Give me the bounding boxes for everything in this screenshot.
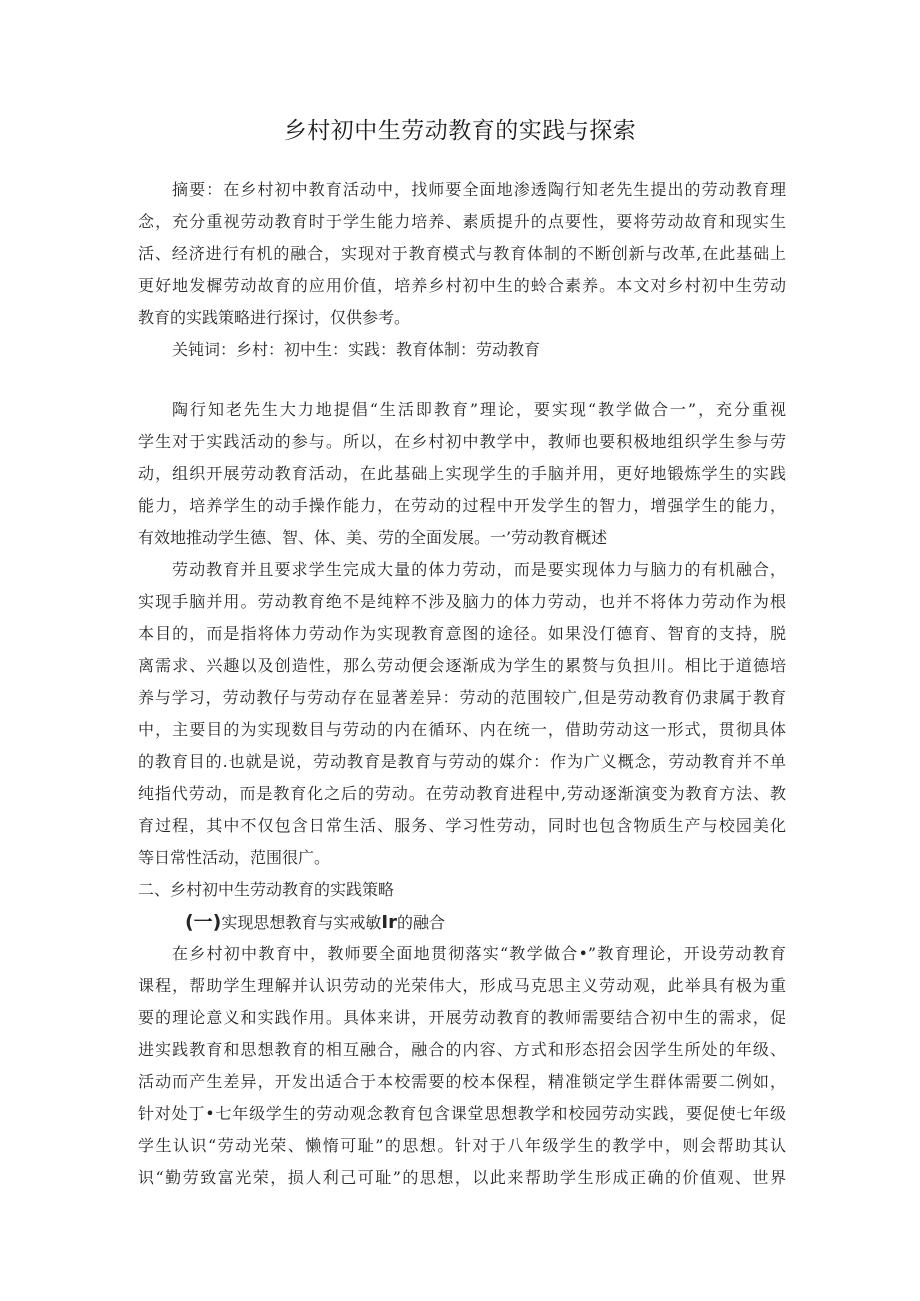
overview-line: 劳动教育并且要求学生完成大量的体力劳动，而是要实现体力与脑力的有机融合， [172,560,786,579]
section-heading: 二、乡村初中生劳动教育的实践策略 [138,880,395,899]
abstract-line: 更好地发樨劳动故育的应用价值，培养乡村初中生的蛉合素养。本文对乡村初中生劳动 [138,276,786,295]
subsection-number: (一) [185,911,222,933]
practice-line: 课程，帮助学生理解并认识劳动的光荣伟大，形成马克思主义劳动观，此举具有极为重 [138,976,786,995]
practice-line: 进实践教育和思想教育的相互融合，融合的内容、方式和形态招会因学生所处的年级、 [138,1040,786,1059]
overview-line: 离需求、兴趣以及创造性，那么劳动便会逐渐成为学生的累赘与负担川。相比于道德培 [138,656,786,675]
document-title: 乡村初中生劳动教育的实践与探索 [283,118,637,144]
keywords-line: 关钝词：乡村：初中生：实践：教育体制：劳动教育 [172,340,541,359]
intro-line: 能力，培养学生的动手操作能力，在劳动的过程中开发学生的智力，增强学生的能力， [138,496,786,515]
abstract-line: 活、经济进行有机的融合，实现对于教育模式与教育体制的不断创新与改革,在此基础上 [138,244,786,263]
subsection-bold-fragment: Ir [381,912,397,933]
intro-line: 学生对于实践活动的参与。所以，在乡村初中教学中，教师也要积极地组织学生参与劳 [138,432,786,451]
practice-line: 针对处丁•七年级学生的劳动观念教育包含课堂思想教学和校园劳动实践，要促使七年级 [138,1104,786,1123]
overview-line: 养与学习，劳动教仔与劳动存在显著差异：劳动的范围较广,但是劳动教育仍隶属于教育 [138,688,786,707]
overview-line: 育过程，其中不仅包含日常生活、服务、学习性劳动，同时也包含物质生产与校园美化 [138,816,786,835]
intro-line: 陶行知老先生大力地提倡“生活即教育”理论，要实现“教学做合一”，充分重视 [172,400,786,419]
abstract-line: 教育的实践策略进行探讨，仅供参考。 [138,308,411,327]
overview-line: 实现手脑并用。劳动教育绝不是纯粹不涉及脑力的体力劳动，也并不将体力劳动作为根 [138,592,786,611]
overview-line: 纯指代劳动，而是教育化之后的劳动。在劳动教育进程中,劳动逐渐演变为教育方法、教 [138,784,786,803]
abstract-line: 摘要：在乡村初中教育活动中，找师要全面地渗透陶行知老先生提出的劳动教育理 [172,180,786,199]
overview-line: 等日常性活动，范围很广。 [138,848,331,867]
subsection-text-tail: 的融合 [396,913,445,932]
intro-line: 有效地推动学生德、智、体、美、劳的全面发展。一’劳动教育概述 [138,528,608,547]
overview-line: 中，主要目的为实现数目与劳动的内在循环、内在统一，借助劳动这一形式，贯彻具体 [138,720,786,739]
intro-line: 动，组织开展劳动教育活动，在此基础上实现学生的手脑并用，更好地锻炼学生的实践 [138,464,786,483]
overview-line: 的教育目的.也就是说，劳动教育是教育与劳动的媒介：作为广义概念，劳动教育并不单 [138,752,786,771]
practice-line: 活动而产生差异，开发出适合于本校需要的校本保程，精准锁定学生群体需要二例如， [138,1072,786,1091]
practice-line: 识“勤劳致富光荣，损人利己可耻”的思想，以此来帮助学生形成正确的价值观、世界 [138,1168,786,1187]
subsection-text: 实现思想教育与实戒敏 [221,913,382,932]
subsection-heading [185,910,685,934]
practice-line: 在乡村初中教育中，教师要全面地贯彻落实“教学做合•”教育理论，开设劳动教育 [172,944,786,963]
practice-line: 学生认识“劳动光荣、懒惰可耻”的思想。针对于八年级学生的教学中，则会帮助其认 [138,1136,786,1155]
overview-line: 本目的，而是指将体力劳动作为实现教育意图的途径。如果没仃德育、智育的支持，脱 [138,624,786,643]
practice-line: 要的理论意义和实践作用。具体来讲，开展劳动教育的教师需要结合初中生的需求，促 [138,1008,786,1027]
abstract-line: 念，充分重视劳动教育时于学生能力培养、素质提升的点要性，要将劳动故育和现实生 [138,212,786,231]
